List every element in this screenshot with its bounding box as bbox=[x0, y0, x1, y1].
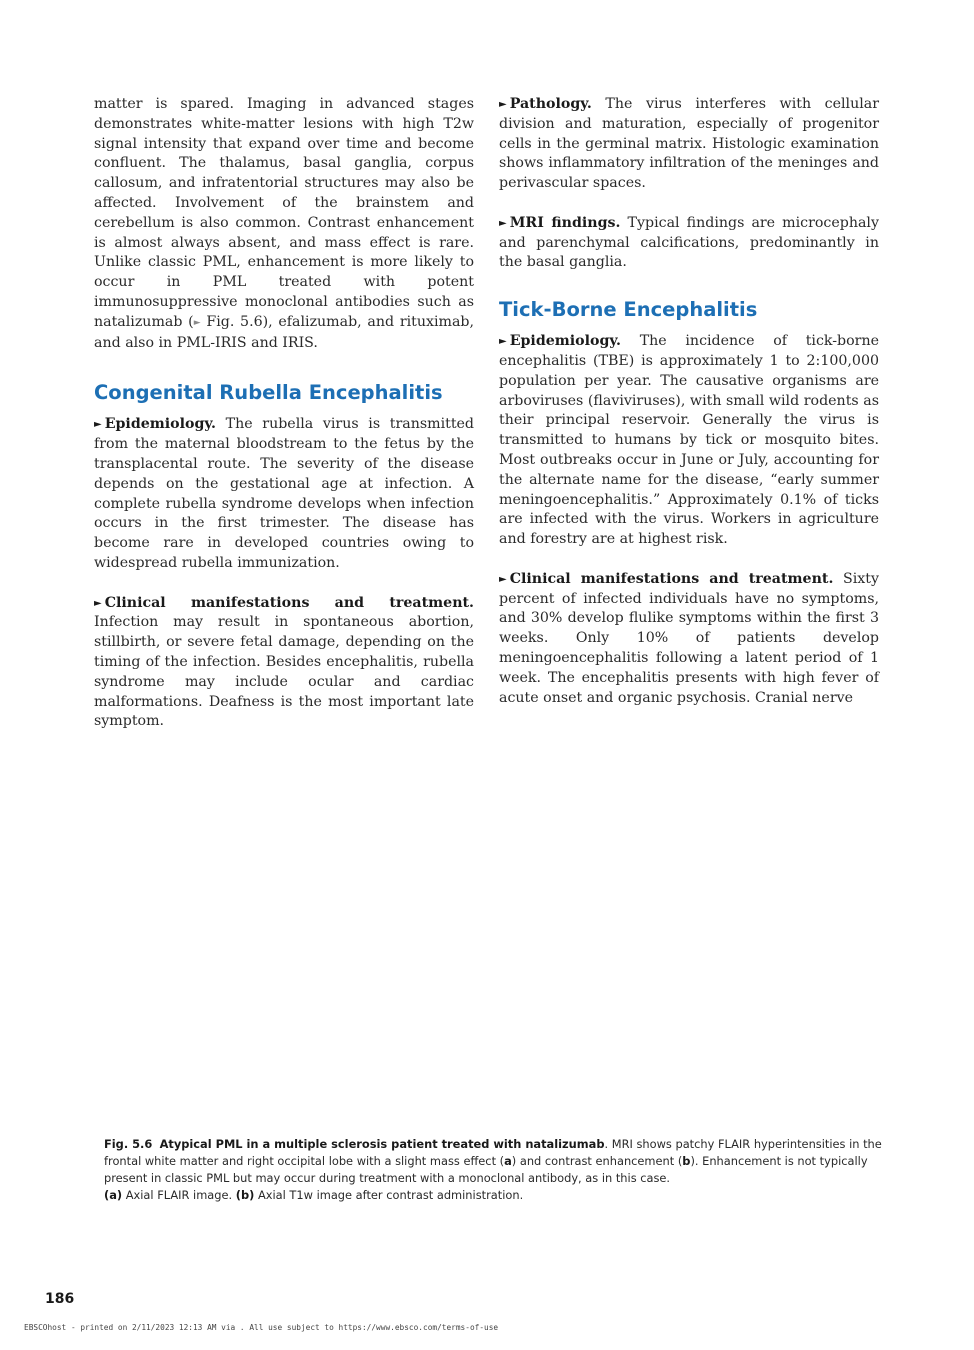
bullet-triangle-icon: ► bbox=[94, 419, 102, 431]
figure-label: Fig. 5.6 bbox=[104, 1137, 153, 1151]
rubella-pathology-paragraph: ► Pathology. The virus interferes with cellular division and maturation, especially of progenitor cells in the germinal matrix. Histologic examination shows inflammatory infiltration of the meninges and perivascular spaces. bbox=[499, 96, 879, 192]
figure-caption: Fig. 5.6 Atypical PML in a multiple sclerosis patient treated with natalizumab. MRI shows patchy FLAIR hyperintensities in the frontal white matter and right occipital lobe with a slight mass effect (a) and contrast enhancement (b). Enhancement is not typically present in classic PML but may occur during treatment with a monoclonal antibody, as in this case. (a) Axial FLAIR image. (b) Axial T1w image after contrast administration. bbox=[104, 1137, 882, 1202]
tbe-epidemiology-paragraph: ► Epidemiology. The incidence of tick-borne encephalitis (TBE) is approximately 1 to 2:100,000 population per year. The causative organisms are arboviruses (flaviviruses), with small wild rodents as their principal reservoir. Generally the virus is transmitted to humans by tick or mosquito bites. Most outbreaks occur in June or July, accounting for the alternate name for the disease, “early summer meningoencephalitis.” Approximately 0.1% of ticks are infected with the virus. Workers in agriculture and forestry are at highest risk. bbox=[499, 333, 879, 548]
right-column bbox=[499, 95, 879, 708]
section-heading-tick-borne: Tick-Borne Encephalitis bbox=[499, 298, 758, 322]
pml-continuation-paragraph: matter is spared. Imaging in advanced stages demonstrates white-matter lesions with high T2w signal intensity that expand over time and become confluent. The thalamus, basal ganglia, corpus callosum, and infratentorial structures may also be affected. Involvement of the brainstem and cerebellum is also common. Contrast enhancement is almost always absent, and mass effect is rare. Unlike classic PML, enhancement is more likely to occur in PML treated with potent immunosuppressive monoclonal antibodies such as natalizumab (► Fig. 5.6), efalizumab, and rituximab, and also in PML-IRIS and IRIS. bbox=[94, 96, 475, 351]
bullet-triangle-icon: ► bbox=[94, 597, 102, 609]
bullet-triangle-icon: ► bbox=[499, 99, 507, 110]
figure-title: Atypical PML in a multiple sclerosis patient treated with natalizumab bbox=[159, 1137, 605, 1151]
bullet-triangle-icon: ► bbox=[499, 573, 507, 585]
section-heading-rubella: Congenital Rubella Encephalitis bbox=[94, 381, 443, 405]
bullet-triangle-icon: ► bbox=[499, 217, 507, 229]
figure-reference-arrow-icon: ► bbox=[193, 317, 201, 328]
rubella-clinical-paragraph: ► Clinical manifestations and treatment. Infection may result in spontaneous abortion, stillbirth, or severe fetal damage, depending on the timing of the infection. Besides encephalitis, rubella syndrome may include ocular and cardiac malformations. Deafness is the most important late symptom. bbox=[94, 594, 474, 730]
rubella-epidemiology-paragraph: ► Epidemiology. The rubella virus is transmitted from the maternal bloodstream to the fetus by the transplacental route. The severity of the disease depends on the gestational age at infection. A complete rubella syndrome develops when infection occurs in the first trimester. The disease has become rare in developed countries owing to widespread rubella immunization. bbox=[94, 416, 474, 571]
page-number: 186 bbox=[45, 1291, 75, 1307]
print-footer: EBSCOhost - printed on 2/11/2023 12:13 AM via . All use subject to https://www.ebsco.com/terms-of-use bbox=[24, 1323, 499, 1332]
rubella-mri-paragraph: ► MRI findings. Typical findings are microcephaly and parenchymal calcifications, predominantly in the basal ganglia. bbox=[499, 214, 879, 271]
left-column bbox=[94, 95, 474, 732]
bullet-triangle-icon: ► bbox=[499, 336, 507, 348]
tbe-clinical-paragraph: ► Clinical manifestations and treatment. Sixty percent of infected individuals have no symptoms, and 30% develop flulike symptoms within the first 3 weeks. Only 10% of patients develop meningoencephalitis following a latent period of 1 week. The encephalitis presents with high fever of acute onset and organic psychosis. Cranial nerve bbox=[499, 570, 879, 706]
figure-reference-link[interactable]: Fig. 5.6 bbox=[206, 313, 263, 330]
